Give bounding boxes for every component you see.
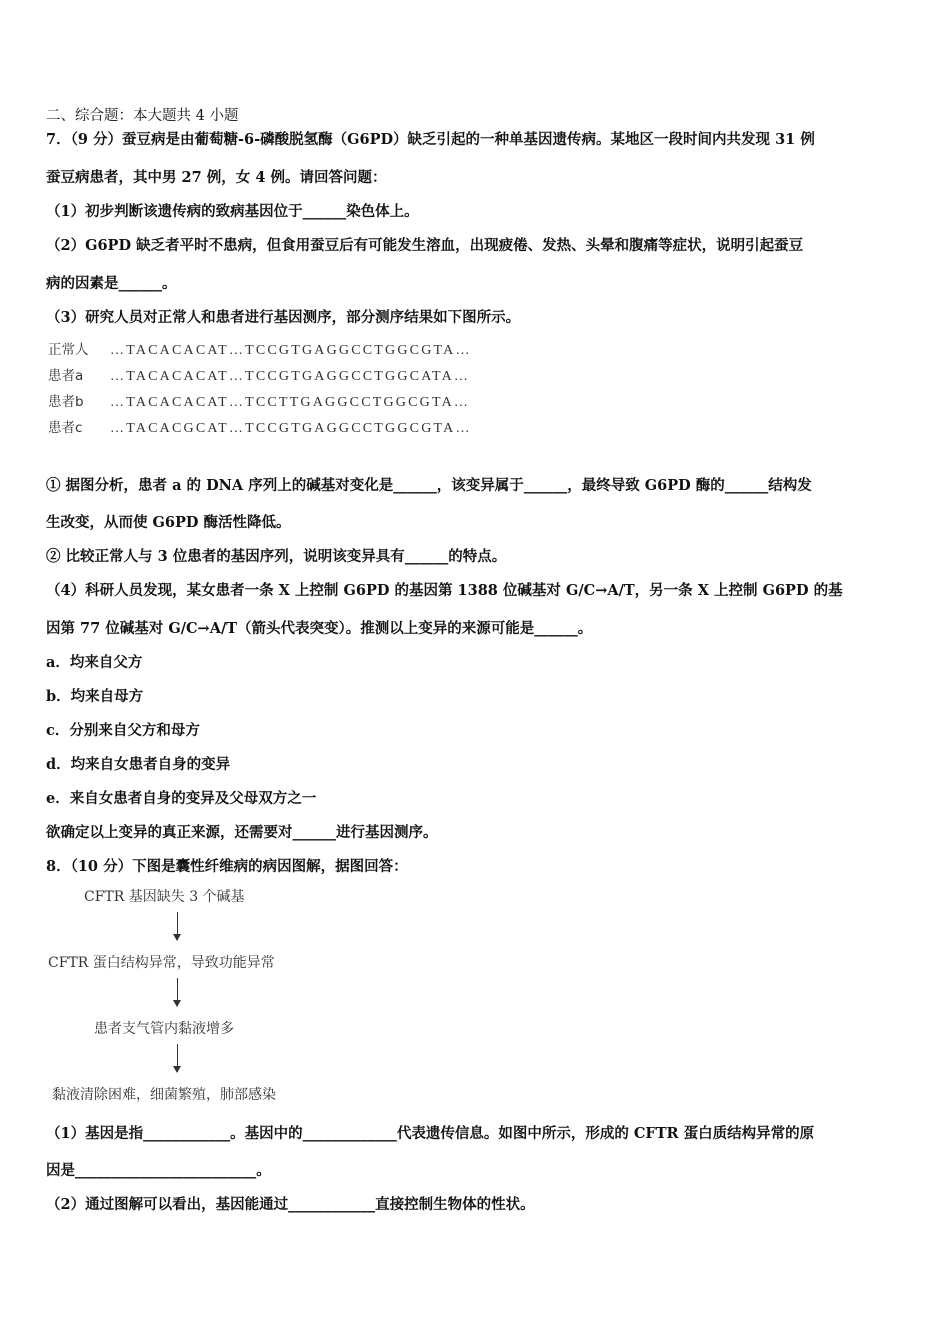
cause-flowchart bbox=[46, 880, 336, 1106]
down-arrow-icon bbox=[177, 912, 178, 940]
q7-circle1-line2: 生改变，从而使 G6PD 酶活性降低。 bbox=[46, 514, 291, 531]
sequence-label: 正常人 bbox=[48, 342, 89, 358]
option-b: b．均来自母方 bbox=[46, 688, 144, 705]
down-arrow-icon bbox=[177, 1044, 178, 1072]
down-arrow-icon bbox=[177, 978, 178, 1006]
sequence-row bbox=[48, 390, 470, 411]
dna-sequence: …TACACACAT…TCCTTGAGGCCTGGCGTA… bbox=[110, 395, 471, 410]
dna-sequence: …TACACGCAT…TCCGTGAGGCCTGGCGTA… bbox=[110, 421, 472, 436]
sequence-row bbox=[48, 364, 470, 385]
sequence-row bbox=[48, 338, 472, 359]
q8-part1-line1: （1）基因是指____________。基因中的_____________代表遗传信息。如图中所示，形成的 CFTR 蛋白质结构异常的原 bbox=[46, 1125, 815, 1142]
q7-circle2: ② 比较正常人与 3 位患者的基因序列，说明该变异具有______的特点。 bbox=[46, 548, 507, 565]
option-e: e．来自女患者自身的变异及父母双方之一 bbox=[46, 790, 317, 807]
flow-step: CFTR 基因缺失 3 个碱基 bbox=[84, 889, 245, 905]
flow-step: 患者支气管内黏液增多 bbox=[94, 1021, 234, 1037]
q7-intro-line1: 7．（9 分）蚕豆病是由葡萄糖-6-磷酸脱氢酶（G6PD）缺乏引起的一种单基因遗传病。某地区一段时间内共发现 31 例 bbox=[46, 131, 815, 148]
flow-step: CFTR 蛋白结构异常，导致功能异常 bbox=[48, 955, 275, 971]
q7-part2-line1: （2）G6PD 缺乏者平时不患病，但食用蚕豆后有可能发生溶血，出现疲倦、发热、头晕和腹痛等症状，说明引起蚕豆 bbox=[46, 237, 804, 254]
sequence-row bbox=[48, 416, 472, 437]
q7-part4-line2: 因第 77 位碱基对 G/C→A/T（箭头代表突变）。推测以上变异的来源可能是______。 bbox=[46, 620, 593, 637]
flow-step: 黏液清除困难，细菌繁殖，肺部感染 bbox=[52, 1087, 276, 1103]
q7-closing: 欲确定以上变异的真正来源，还需要对______进行基因测序。 bbox=[46, 824, 438, 841]
q8-part2: （2）通过图解可以看出，基因能通过____________直接控制生物体的性状。 bbox=[46, 1196, 535, 1213]
option-a: a．均来自父方 bbox=[46, 654, 143, 671]
option-c: c．分别来自父方和母方 bbox=[46, 722, 200, 739]
q8-part1-line2: 因是_________________________。 bbox=[46, 1162, 271, 1179]
q7-part4-line1: （4）科研人员发现，某女患者一条 X 上控制 G6PD 的基因第 1388 位碱基对 G/C→A/T，另一条 X 上控制 G6PD 的基 bbox=[46, 582, 843, 599]
option-d: d．均来自女患者自身的变异 bbox=[46, 756, 231, 773]
sequence-label: 患者a bbox=[48, 368, 84, 384]
dna-sequence: …TACACACAT…TCCGTGAGGCCTGGCATA… bbox=[110, 369, 471, 384]
q7-part1: （1）初步判断该遗传病的致病基因位于______染色体上。 bbox=[46, 203, 419, 220]
q7-circle1-line1: ① 据图分析，患者 a 的 DNA 序列上的碱基对变化是______，该变异属于______，最终导致 G6PD 酶的______结构发 bbox=[46, 477, 812, 494]
q7-part2-line2: 病的因素是______。 bbox=[46, 275, 177, 292]
q7-intro-line2: 蚕豆病患者，其中男 27 例，女 4 例。请回答问题： bbox=[46, 169, 387, 186]
sequence-label: 患者b bbox=[48, 394, 84, 410]
dna-sequence: …TACACACAT…TCCGTGAGGCCTGGCGTA… bbox=[110, 343, 472, 358]
section-title: 二、综合题：本大题共 4 小题 bbox=[46, 108, 239, 124]
sequence-label: 患者c bbox=[48, 420, 83, 436]
q7-part3: （3）研究人员对正常人和患者进行基因测序，部分测序结果如下图所示。 bbox=[46, 309, 521, 326]
q8-intro: 8．（10 分）下图是囊性纤维病的病因图解，据图回答： bbox=[46, 858, 408, 875]
